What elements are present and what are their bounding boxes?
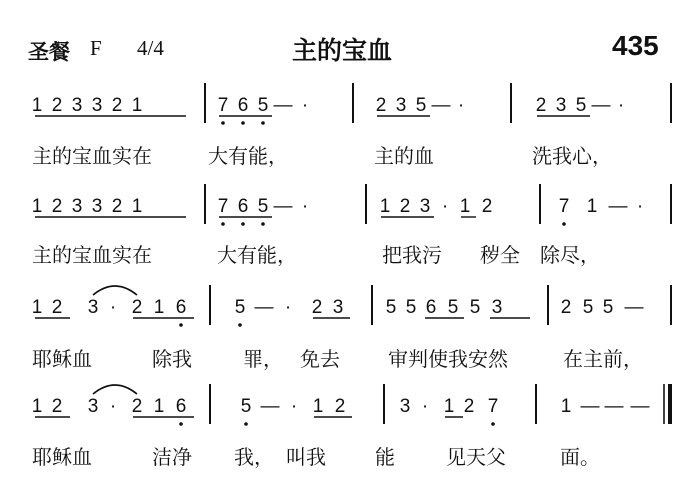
- note: 6: [175, 297, 187, 318]
- lyric-phrase: 洁净: [152, 445, 192, 469]
- note: 3: [91, 95, 103, 116]
- octave-dot-below: [261, 121, 265, 125]
- note: 2: [535, 95, 547, 116]
- note: ·: [421, 396, 429, 417]
- lyric-phrase: 秽全: [480, 243, 520, 267]
- lyric-phrase: 除尽，: [540, 243, 600, 267]
- note: 1: [131, 95, 143, 116]
- lyric-phrase: 耶稣血: [32, 445, 92, 469]
- note: 3: [332, 297, 344, 318]
- note: 1: [31, 95, 43, 116]
- time-signature: 4/4: [137, 36, 164, 60]
- note: 2: [481, 196, 493, 217]
- note: 1: [131, 196, 143, 217]
- note: 5: [405, 297, 417, 318]
- octave-dot-below: [179, 323, 183, 327]
- note: 5: [385, 297, 397, 318]
- note: ·: [290, 396, 298, 417]
- octave-dot-below: [179, 422, 183, 426]
- note: 1: [153, 297, 165, 318]
- lyric-phrase: 主的宝血实在: [32, 243, 152, 267]
- note: 2: [131, 297, 143, 318]
- note: ·: [301, 95, 309, 116]
- note: 5: [582, 297, 594, 318]
- note: 2: [51, 396, 63, 417]
- octave-dot-below: [241, 222, 245, 226]
- lyric-phrase: 见天父: [446, 445, 506, 469]
- lyric-phrase: 大有能，: [217, 243, 297, 267]
- note: 6: [237, 196, 249, 217]
- note: 1: [31, 196, 43, 217]
- note: 2: [463, 396, 475, 417]
- octave-dot-below: [241, 121, 245, 125]
- note: 3: [419, 196, 431, 217]
- lyric-phrase: 能: [375, 445, 395, 469]
- note: —: [624, 297, 644, 318]
- note: 3: [399, 396, 411, 417]
- note: 1: [31, 396, 43, 417]
- note: 7: [558, 196, 570, 217]
- note: 5: [447, 297, 459, 318]
- octave-dot-below: [261, 222, 265, 226]
- note: 3: [71, 196, 83, 217]
- note: —: [604, 396, 624, 417]
- note: —: [254, 297, 274, 318]
- note: —: [630, 396, 650, 417]
- note: ·: [284, 297, 292, 318]
- note: ·: [301, 196, 309, 217]
- hymn-number: 435: [612, 30, 659, 61]
- note: 5: [257, 196, 269, 217]
- key-signature: F: [90, 36, 102, 60]
- note: 1: [443, 396, 455, 417]
- octave-dot-below: [491, 422, 495, 426]
- note: 3: [87, 396, 99, 417]
- note: ·: [109, 396, 117, 417]
- note: ·: [617, 95, 625, 116]
- lyric-phrase: 把我污: [382, 243, 442, 267]
- note: 2: [131, 396, 143, 417]
- slur-arc: [93, 286, 137, 295]
- octave-dot-below: [562, 222, 566, 226]
- lyric-phrase: 耶稣血: [32, 347, 92, 371]
- octave-dot-below: [238, 323, 242, 327]
- note: 2: [51, 95, 63, 116]
- lyric-phrase: 除我: [152, 347, 192, 371]
- note: 7: [487, 396, 499, 417]
- note: 2: [375, 95, 387, 116]
- note: —: [273, 95, 293, 116]
- lyric-phrase: 免去: [300, 347, 340, 371]
- note: 3: [555, 95, 567, 116]
- note: 1: [560, 396, 572, 417]
- note: 2: [334, 396, 346, 417]
- note: 2: [51, 297, 63, 318]
- note: —: [431, 95, 451, 116]
- note: 1: [312, 396, 324, 417]
- note: 1: [31, 297, 43, 318]
- note: 2: [399, 196, 411, 217]
- lyric-phrase: 叫我: [286, 445, 326, 469]
- note: 3: [395, 95, 407, 116]
- note: 1: [153, 396, 165, 417]
- note: ·: [636, 196, 644, 217]
- note: 2: [560, 297, 572, 318]
- note: —: [608, 196, 628, 217]
- note: 1: [586, 196, 598, 217]
- note: 3: [91, 196, 103, 217]
- note: ·: [109, 297, 117, 318]
- note: —: [580, 396, 600, 417]
- note: 5: [602, 297, 614, 318]
- note: 2: [111, 95, 123, 116]
- note: 1: [459, 196, 471, 217]
- note: 2: [311, 297, 323, 318]
- note: 5: [469, 297, 481, 318]
- lyric-phrase: 审判使我安然: [388, 347, 508, 371]
- hymn-title: 主的宝血: [292, 36, 393, 65]
- note: 5: [257, 95, 269, 116]
- note: 3: [491, 297, 503, 318]
- note: ·: [457, 95, 465, 116]
- note: 6: [175, 396, 187, 417]
- note: 7: [217, 95, 229, 116]
- note: 7: [217, 196, 229, 217]
- lyric-phrase: 洗我心，: [532, 144, 612, 168]
- octave-dot-below: [244, 422, 248, 426]
- lyric-phrase: 面。: [560, 445, 600, 469]
- lyric-phrase: 大有能，: [208, 144, 288, 168]
- note: 5: [234, 297, 246, 318]
- note: 5: [240, 396, 252, 417]
- hymn-category: 圣餐: [28, 40, 70, 64]
- note: 5: [575, 95, 587, 116]
- note: 3: [71, 95, 83, 116]
- note: 1: [379, 196, 391, 217]
- lyric-phrase: 在主前，: [563, 347, 643, 371]
- note: ·: [441, 196, 449, 217]
- octave-dot-below: [221, 121, 225, 125]
- lyric-phrase: 我，: [234, 445, 274, 469]
- note: 2: [111, 196, 123, 217]
- note: 2: [51, 196, 63, 217]
- note: 6: [237, 95, 249, 116]
- octave-dot-below: [221, 222, 225, 226]
- note: 5: [415, 95, 427, 116]
- slur-arc: [93, 385, 137, 394]
- lyric-phrase: 罪，: [243, 347, 283, 371]
- note: —: [260, 396, 280, 417]
- note: 3: [87, 297, 99, 318]
- lyric-phrase: 主的血: [374, 144, 434, 168]
- note: —: [273, 196, 293, 217]
- note: —: [591, 95, 611, 116]
- note: 6: [425, 297, 437, 318]
- lyric-phrase: 主的宝血实在: [32, 144, 152, 168]
